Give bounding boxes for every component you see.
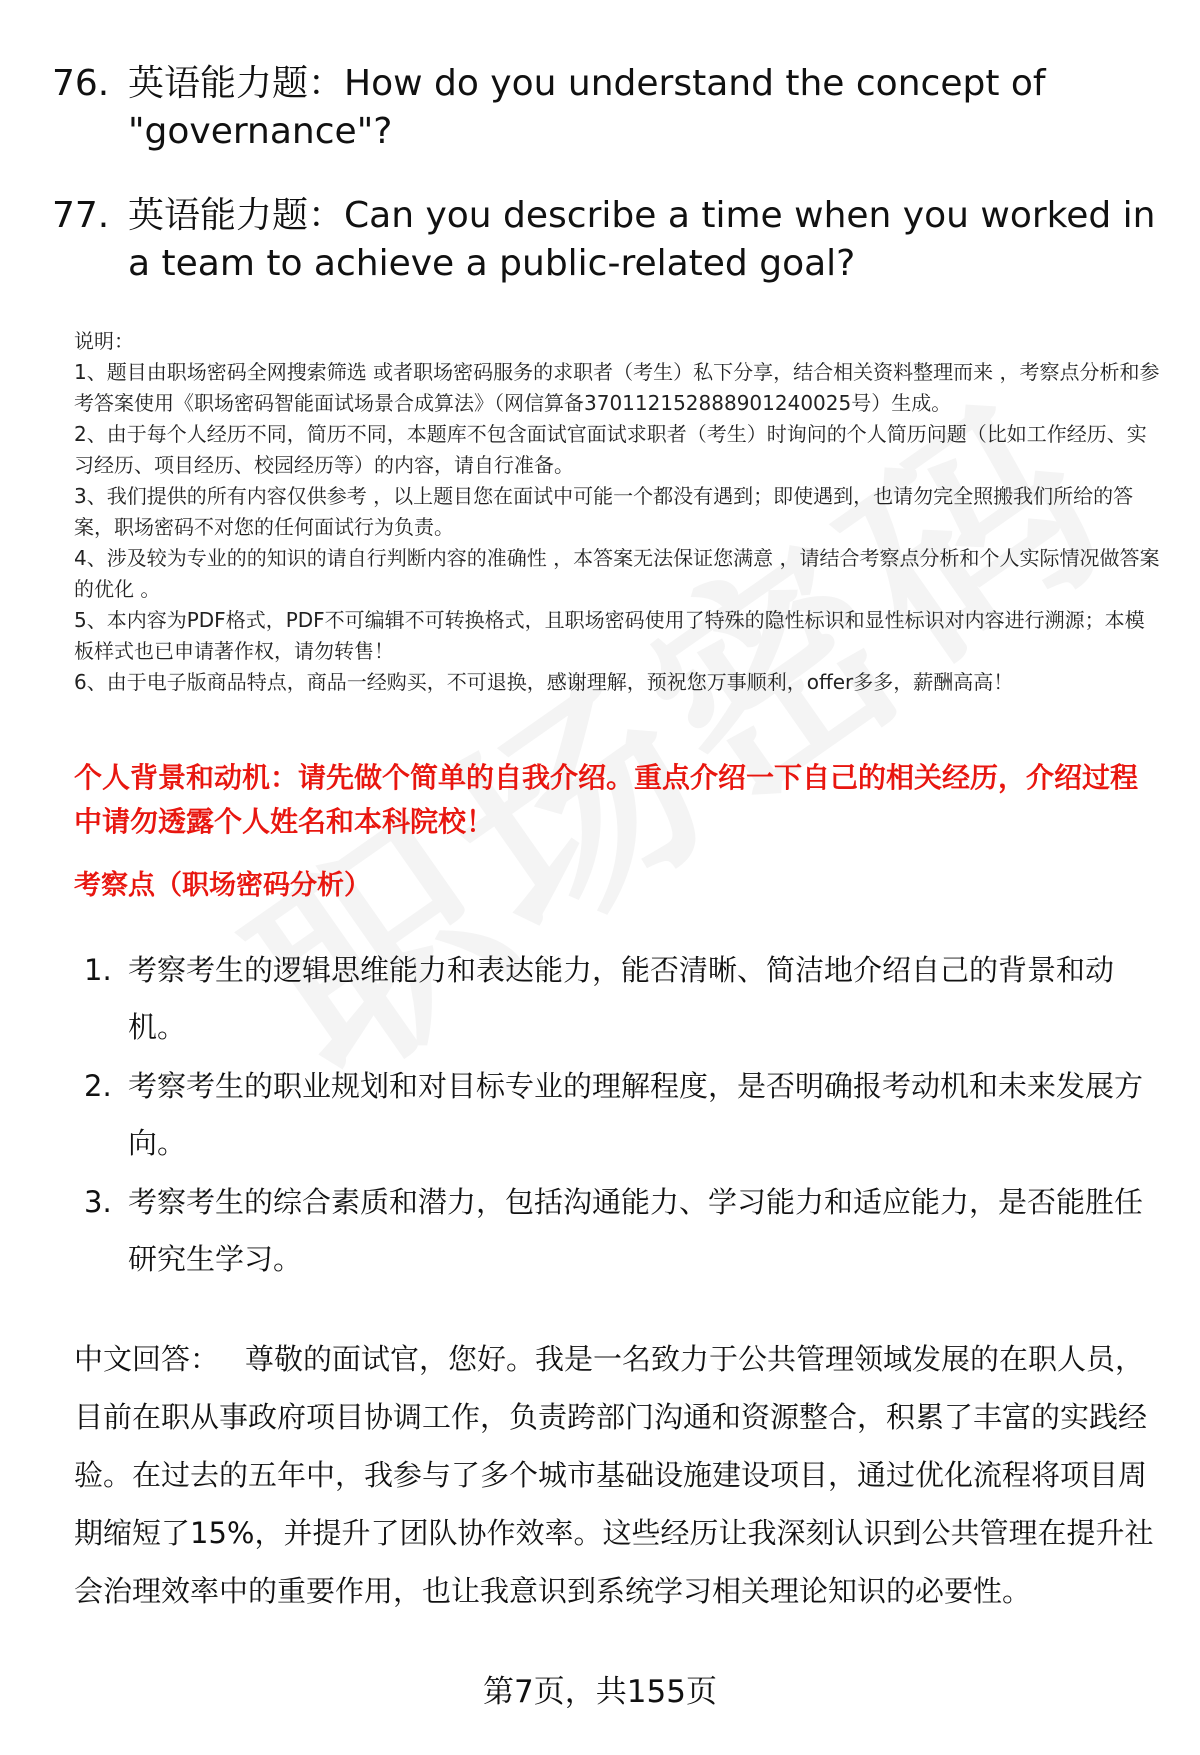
point-text: 考察考生的职业规划和对目标专业的理解程度，是否明确报考动机和未来发展方向。 [128, 1069, 1144, 1160]
note-item: 6、由于电子版商品特点，商品一经购买，不可退换，感谢理解，预祝您万事顺利，offer多多，薪酬高高！ [74, 670, 1014, 694]
note-item: 5、本内容为PDF格式，PDF不可编辑不可转换格式，且职场密码使用了特殊的隐性标识和显性标识对内容进行溯源；本模板样式也已申请著作权，请勿转售！ [74, 608, 1145, 663]
question-text: 英语能力题：How do you understand the concept of "governance"? [128, 63, 1046, 152]
page-footer: 第7页，共155页 [483, 1674, 717, 1710]
question-text: 英语能力题：Can you describe a time when you worked in a team to achieve a public-related goal? [128, 195, 1156, 284]
section-heading: 个人背景和动机：请先做个简单的自我介绍。重点介绍一下自己的相关经历，介绍过程中请勿透露个人姓名和本科院校！ [74, 761, 1139, 838]
point-number: 1. [84, 953, 112, 987]
analysis-points [84, 942, 1144, 1290]
question-77 [52, 192, 1162, 288]
list-item [84, 1058, 1144, 1172]
question-76 [52, 60, 1162, 156]
list-item [84, 1174, 1144, 1288]
notes-title: 说明： [74, 329, 134, 353]
point-text: 考察考生的综合素质和潜力，包括沟通能力、学习能力和适应能力，是否能胜任研究生学习。 [128, 1185, 1144, 1276]
note-item: 1、题目由职场密码全网搜索筛选 或者职场密码服务的求职者（考生）私下分享，结合相关资料整理而来 ，考察点分析和参考答案使用《职场密码智能面试场景合成算法》（网信算备370112152888901240025号）生成。 [74, 360, 1160, 415]
answer-text: 尊敬的面试官，您好。我是一名致力于公共管理领域发展的在职人员，目前在职从事政府项目协调工作，负责跨部门沟通和资源整合，积累了丰富的实践经验。在过去的五年中，我参与了多个城市基础设施建设项目，通过优化流程将项目周期缩短了15%，并提升了团队协作效率。这些经历让我深刻认识到公共管理在提升社会治理效率中的重要作用，也让我意识到系统学习相关理论知识的必要性。 [74, 1342, 1154, 1608]
answer-label: 中文回答： [74, 1342, 220, 1376]
note-item: 2、由于每个人经历不同，简历不同，本题库不包含面试官面试求职者（考生）时询问的个人简历问题（比如工作经历、实习经历、项目经历、校园经历等）的内容，请自行准备。 [74, 422, 1147, 477]
point-number: 3. [84, 1185, 112, 1219]
point-text: 考察考生的逻辑思维能力和表达能力，能否清晰、简洁地介绍自己的背景和动机。 [128, 953, 1115, 1044]
note-item: 4、涉及较为专业的的知识的请自行判断内容的准确性 ，本答案无法保证您满意 ，请结合考察点分析和个人实际情况做答案的优化 。 [74, 546, 1160, 601]
chinese-answer [74, 1330, 1154, 1620]
list-item [84, 942, 1144, 1056]
disclaimer-notes [74, 326, 1164, 698]
note-item: 3、我们提供的所有内容仅供参考 ，以上题目您在面试中可能一个都没有遇到；即使遇到，也请勿完全照搬我们所给的答案，职场密码不对您的任何面试行为负责。 [74, 484, 1134, 539]
analysis-subheading: 考察点（职场密码分析） [74, 870, 371, 901]
question-number: 76. [52, 63, 110, 104]
question-number: 77. [52, 195, 110, 236]
point-number: 2. [84, 1069, 112, 1103]
